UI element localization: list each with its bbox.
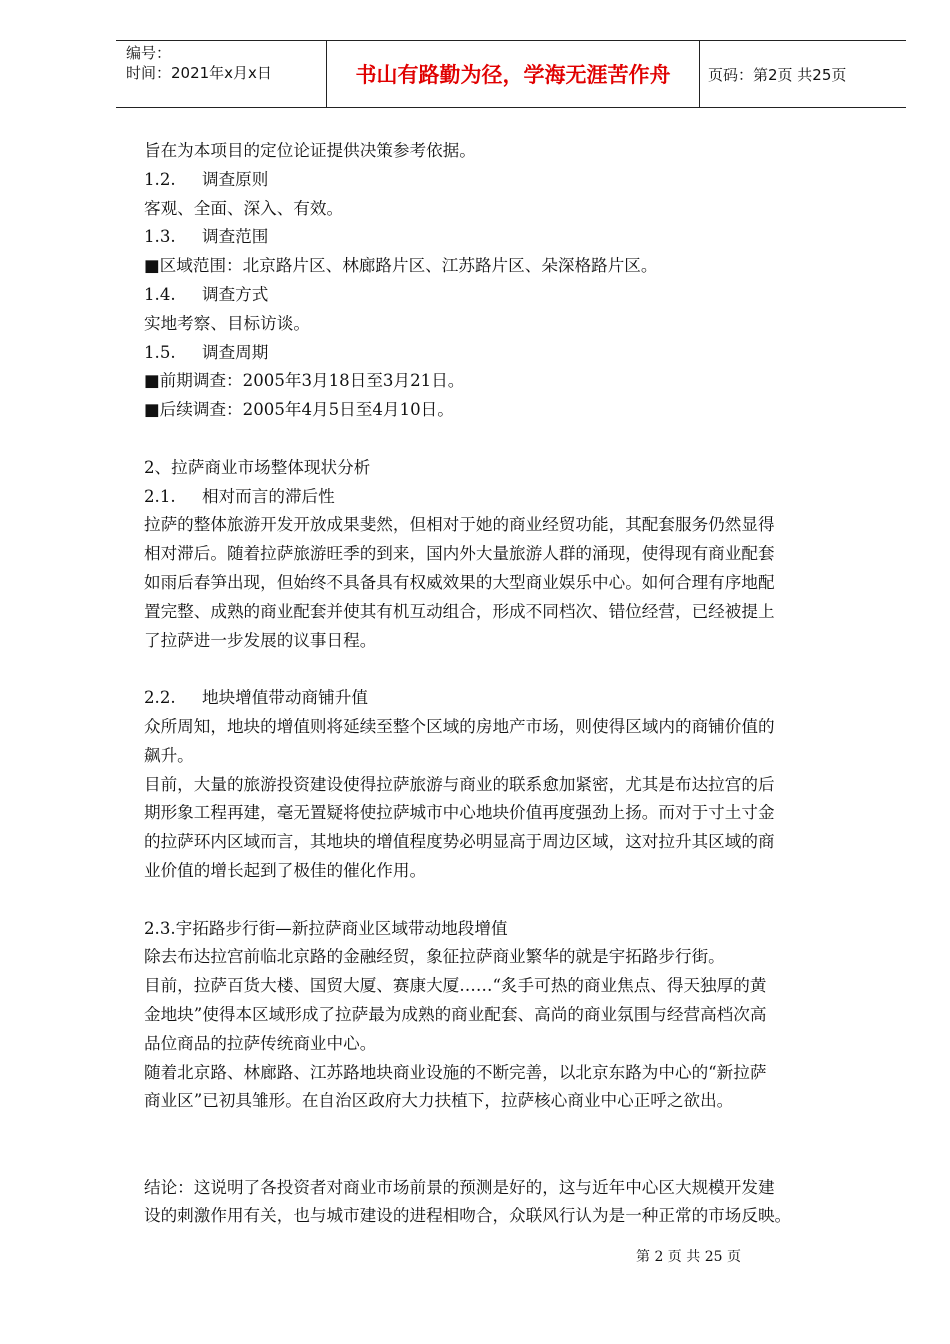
paragraph: ■前期调查：2005年3月18日至3月21日。 bbox=[144, 371, 465, 391]
section-title: 地块增值带动商铺升值 bbox=[202, 688, 368, 708]
section-heading bbox=[144, 223, 874, 252]
section-heading bbox=[144, 339, 874, 368]
paragraph: ■后续调查：2005年4月5日至4月10日。 bbox=[144, 400, 454, 420]
section-heading bbox=[144, 281, 874, 310]
page-footer: 第 2 页 共 25 页 bbox=[636, 1249, 741, 1265]
page-header bbox=[116, 40, 906, 108]
section-number: 2.2. bbox=[144, 688, 176, 708]
paragraph-line: 如雨后春笋出现，但始终不具备具有权威效果的大型商业娱乐中心。如何合理有序地配 bbox=[144, 572, 775, 592]
paragraph-line: 目前，大量的旅游投资建设使得拉萨旅游与商业的联系愈加紧密，尤其是布达拉宫的后 bbox=[144, 774, 775, 794]
section-heading bbox=[144, 166, 874, 195]
paragraph-line: 目前，拉萨百货大楼、国贸大厦、赛康大厦……“炙手可热的商业焦点、得天独厚的黄 bbox=[144, 976, 767, 996]
header-motto: 书山有路勤为径，学海无涯苦作舟 bbox=[327, 41, 700, 108]
paragraph: 客观、全面、深入、有效。 bbox=[144, 198, 344, 218]
section-heading: 2.3.宇拓路步行街—新拉萨商业区域带动地段增值 bbox=[144, 918, 508, 938]
section-title: 调查周期 bbox=[202, 342, 269, 362]
paragraph-line: 相对滞后。随着拉萨旅游旺季的到来，国内外大量旅游人群的涌现，使得现有商业配套 bbox=[144, 544, 775, 564]
conclusion-line: 结论：这说明了各投资者对商业市场前景的预测是好的，这与近年中心区大规模开发建 bbox=[144, 1177, 775, 1197]
paragraph-line: 品位商品的拉萨传统商业中心。 bbox=[144, 1033, 377, 1053]
paragraph-line: 了拉萨进一步发展的议事日程。 bbox=[144, 630, 377, 650]
paragraph-line: 拉萨的整体旅游开发开放成果斐然，但相对于她的商业经贸功能，其配套服务仍然显得 bbox=[144, 515, 775, 535]
paragraph-line: 置完整、成熟的商业配套并使其有机互动组合，形成不同档次、错位经营，已经被提上 bbox=[144, 601, 775, 621]
section-title: 调查范围 bbox=[202, 227, 269, 247]
section-title: 相对而言的滞后性 bbox=[202, 486, 335, 506]
paragraph-line: 商业区”已初具雏形。在自治区政府大力扶植下，拉萨核心商业中心正呼之欲出。 bbox=[144, 1091, 734, 1111]
header-meta bbox=[116, 41, 327, 108]
section-number: 1.2. bbox=[144, 169, 176, 189]
section-title: 调查方式 bbox=[202, 284, 269, 304]
section-title: 调查原则 bbox=[202, 169, 269, 189]
conclusion-line: 设的刺激作用有关，也与城市建设的进程相吻合，众联风行认为是一种正常的市场反映。 bbox=[144, 1206, 792, 1226]
paragraph-line: 除去布达拉宫前临北京路的金融经贸，象征拉萨商业繁华的就是宇拓路步行街。 bbox=[144, 947, 725, 967]
header-code: 编号： bbox=[126, 44, 172, 62]
intro-paragraph: 旨在为本项目的定位论证提供决策参考依据。 bbox=[144, 141, 476, 160]
paragraph-line: 的拉萨环内区域而言，其地块的增值程度势必明显高于周边区域，这对拉升其区域的商 bbox=[144, 832, 775, 852]
paragraph: ■区域范围：北京路片区、林廊路片区、江苏路片区、朵深格路片区。 bbox=[144, 256, 658, 276]
section-heading bbox=[144, 684, 874, 713]
section-heading bbox=[144, 483, 874, 512]
document-body bbox=[144, 137, 874, 1231]
header-page-number: 页码：第2页 共25页 bbox=[700, 41, 907, 108]
chapter-heading: 2、拉萨商业市场整体现状分析 bbox=[144, 457, 371, 477]
section-number: 1.3. bbox=[144, 227, 176, 247]
paragraph-line: 业价值的增长起到了极佳的催化作用。 bbox=[144, 860, 427, 880]
paragraph-line: 金地块”使得本区域形成了拉萨最为成熟的商业配套、高尚的商业氛围与经营高档次高 bbox=[144, 1004, 767, 1024]
header-time: 时间：2021年x月x日 bbox=[126, 64, 272, 82]
paragraph-line: 众所周知，地块的增值则将延续至整个区域的房地产市场，则使得区域内的商铺价值的 bbox=[144, 716, 775, 736]
section-number: 1.4. bbox=[144, 284, 176, 304]
section-number: 2.1. bbox=[144, 486, 176, 506]
paragraph-line: 飙升。 bbox=[144, 745, 194, 765]
paragraph: 实地考察、目标访谈。 bbox=[144, 313, 310, 333]
paragraph-line: 期形象工程再建，毫无置疑将使拉萨城市中心地块价值再度强劲上扬。而对于寸土寸金 bbox=[144, 803, 775, 823]
paragraph-line: 随着北京路、林廊路、江苏路地块商业设施的不断完善，以北京东路为中心的“新拉萨 bbox=[144, 1062, 767, 1082]
section-number: 1.5. bbox=[144, 342, 176, 362]
